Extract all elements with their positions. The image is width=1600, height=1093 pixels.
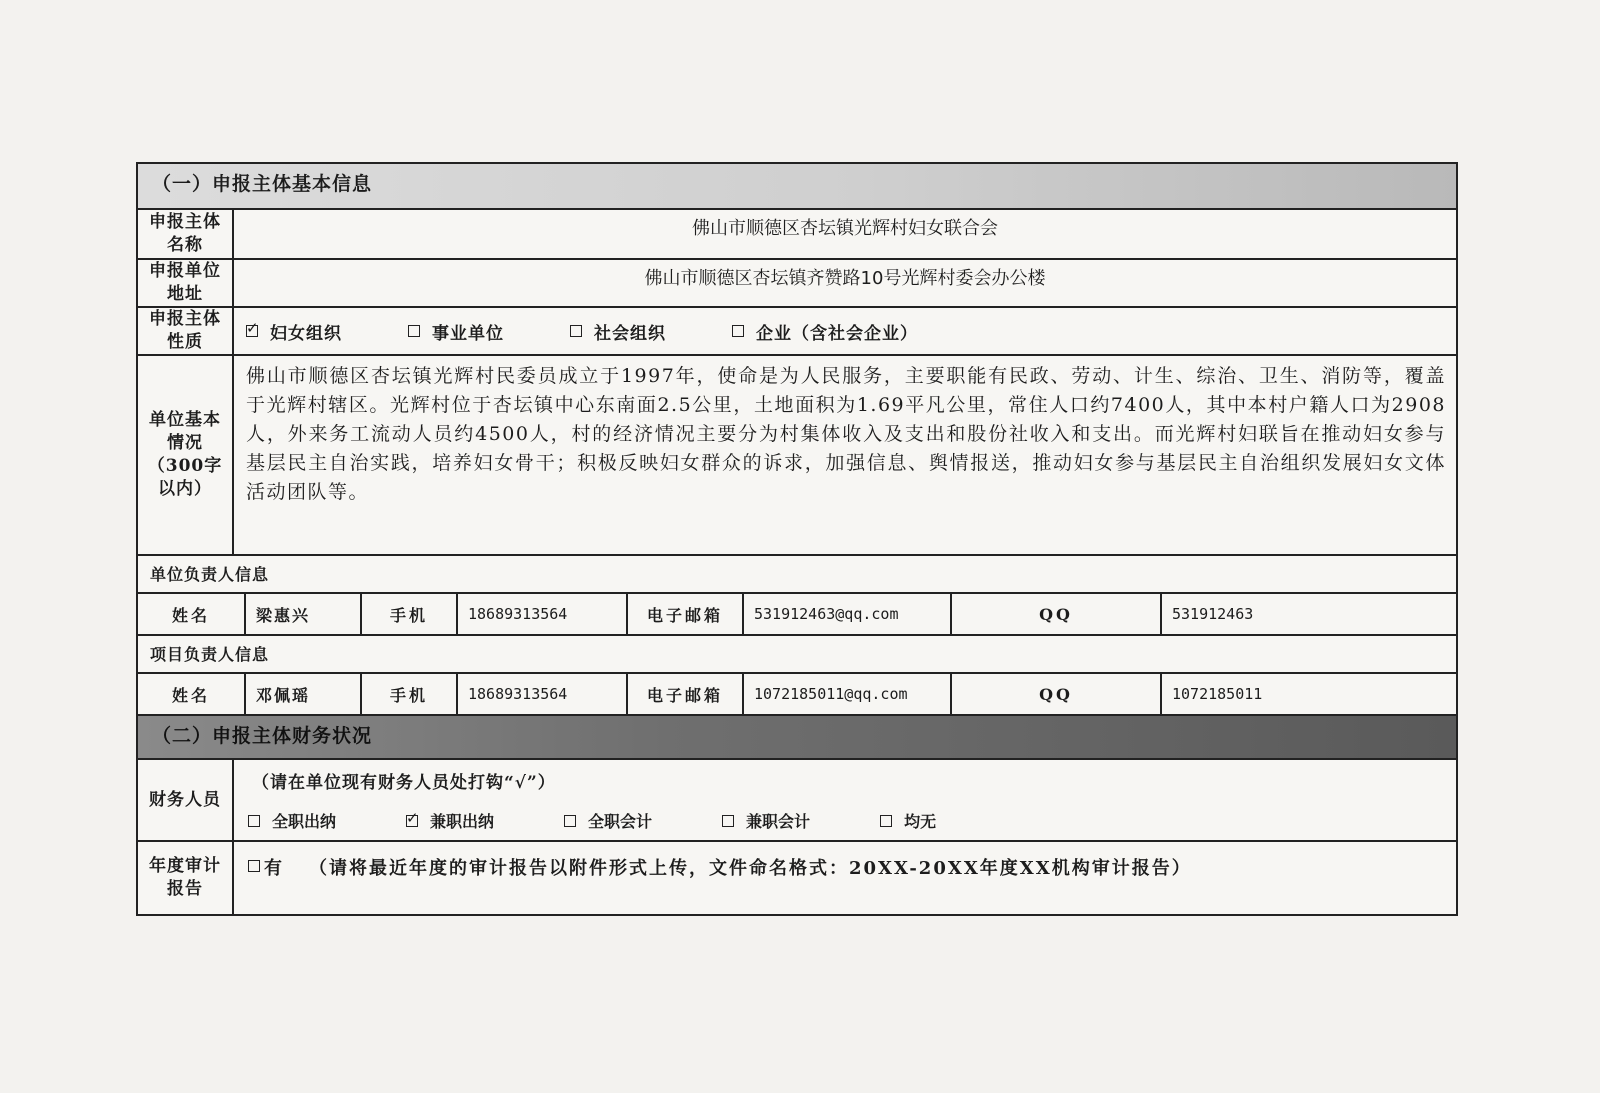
staff-option-parttime-cashier[interactable]: [406, 809, 494, 832]
checkbox-empty-icon[interactable]: [248, 860, 260, 872]
unit-head-qq: 531912463: [1172, 605, 1254, 623]
email-label: 电子邮箱: [628, 594, 744, 634]
nature-option-label: 社会组织: [594, 323, 666, 344]
checkbox-empty-icon[interactable]: [248, 815, 260, 827]
section-basic-info-title: （一）申报主体基本信息: [138, 164, 1456, 210]
project-head-name: 邓佩瑶: [246, 674, 362, 714]
checkbox-empty-icon[interactable]: [722, 815, 734, 827]
staff-option-label: 全职会计: [588, 812, 653, 831]
qq-label: QQ: [952, 674, 1162, 714]
project-head-phone: 18689313564: [458, 674, 628, 714]
project-head-contact-row: [138, 674, 1456, 716]
nature-option-social-org[interactable]: [570, 319, 666, 344]
row-applicant-name: [138, 210, 1456, 260]
name-label: 姓名: [138, 594, 246, 634]
unit-head-name: 梁惠兴: [246, 594, 362, 634]
finance-staff-options: [234, 793, 1456, 832]
staff-option-parttime-accountant[interactable]: [722, 809, 810, 832]
staff-option-fulltime-cashier[interactable]: [248, 809, 336, 832]
finance-staff-value: [234, 760, 1456, 840]
checkbox-empty-icon[interactable]: [732, 325, 744, 337]
checkbox-empty-icon[interactable]: [570, 325, 582, 337]
applicant-nature-label: 申报主体性质: [138, 308, 234, 354]
phone-label: 手机: [362, 594, 458, 634]
application-form: [136, 162, 1458, 916]
audit-option-label: 有: [264, 858, 283, 879]
nature-option-public-institution[interactable]: [408, 319, 504, 344]
staff-option-label: 兼职会计: [746, 812, 811, 831]
staff-option-label: 兼职出纳: [430, 812, 495, 831]
finance-staff-note: （请在单位现有财务人员处打钩“√”）: [252, 773, 556, 793]
annual-audit-value: [234, 842, 1456, 914]
phone-label: 手机: [362, 674, 458, 714]
checkbox-empty-icon[interactable]: [880, 815, 892, 827]
checkbox-checked-icon[interactable]: [246, 325, 258, 337]
finance-staff-label: 财务人员: [138, 760, 234, 840]
project-head-qq: 1072185011: [1172, 685, 1263, 703]
unit-head-phone: 18689313564: [458, 594, 628, 634]
row-basic-description: [138, 356, 1456, 556]
nature-options: [234, 308, 1456, 354]
email-label: 电子邮箱: [628, 674, 744, 714]
checkbox-empty-icon[interactable]: [408, 325, 420, 337]
staff-option-label: 全职出纳: [272, 812, 337, 831]
staff-option-fulltime-accountant[interactable]: [564, 809, 652, 832]
basic-description-label: 单位基本情况（300字以内）: [138, 356, 234, 554]
basic-description-text: 佛山市顺德区杏坛镇光辉村民委员成立于1997年，使命是为人民服务，主要职能有民政、劳动、计生、综治、卫生、消防等，覆盖于光辉村辖区。光辉村位于杏坛镇中心东南面2.5公里，土地面积为1.69平凡公里，常住人口约7400人，其中本村户籍人口为2908人，外来务工流动人员约4500人，村的经济情况主要分为村集体收入及支出和股份社收入和支出。而光辉村妇联旨在推动妇女参与基层民主自治实践，培养妇女骨干；积极反映妇女群众的诉求，加强信息、舆情报送，推动妇女参与基层民主自治组织发展妇女文体活动团队等。: [246, 365, 1446, 503]
nature-option-enterprise[interactable]: [732, 319, 918, 344]
unit-head-contact-row: [138, 594, 1456, 636]
staff-option-none[interactable]: [880, 809, 936, 832]
checkbox-checked-icon[interactable]: [406, 815, 418, 827]
checkbox-empty-icon[interactable]: [564, 815, 576, 827]
nature-option-label: 企业（含社会企业）: [756, 323, 918, 344]
section-finance-title: （二）申报主体财务状况: [138, 716, 1456, 760]
applicant-name-label: 申报主体名称: [138, 210, 234, 258]
row-applicant-address: [138, 260, 1456, 308]
annual-audit-label: 年度审计报告: [138, 842, 234, 914]
project-head-info-title: 项目负责人信息: [138, 636, 1456, 674]
applicant-address-value: 佛山市顺德区杏坛镇齐赞路10号光辉村委会办公楼: [644, 268, 1046, 289]
unit-head-info-title: 单位负责人信息: [138, 556, 1456, 594]
name-label: 姓名: [138, 674, 246, 714]
qq-label: QQ: [952, 594, 1162, 634]
unit-head-email: 531912463@qq.com: [744, 594, 952, 634]
nature-option-women-org[interactable]: [246, 319, 342, 344]
row-applicant-nature: [138, 308, 1456, 356]
applicant-name-value: 佛山市顺德区杏坛镇光辉村妇女联合会: [692, 218, 998, 239]
nature-option-label: 妇女组织: [270, 323, 342, 344]
row-annual-audit: [138, 842, 1456, 914]
staff-option-label: 均无: [904, 812, 937, 831]
project-head-email: 1072185011@qq.com: [744, 674, 952, 714]
nature-option-label: 事业单位: [432, 323, 504, 344]
row-finance-staff: [138, 760, 1456, 842]
audit-note: （请将最近年度的审计报告以附件形式上传，文件命名格式：20XX-20XX年度XX机构审计报告）: [309, 858, 1192, 879]
applicant-address-label: 申报单位地址: [138, 260, 234, 306]
